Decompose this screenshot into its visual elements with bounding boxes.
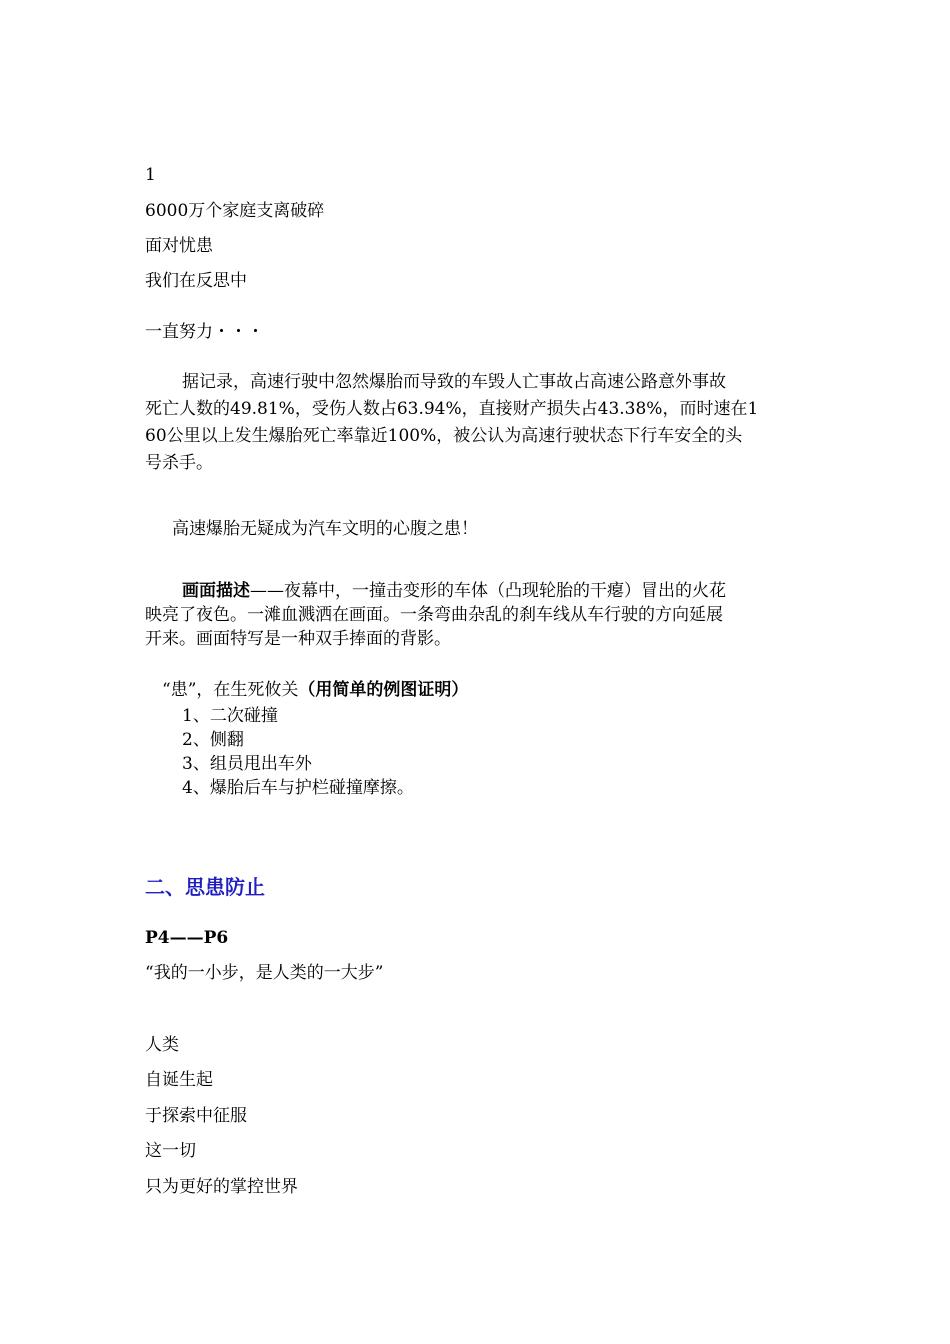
stats-line: 60公里以上发生爆胎死亡率靠近100%，被公认为高速行驶状态下行车安全的头	[145, 426, 743, 446]
scene-description	[145, 579, 807, 651]
scene-label: 画面描述	[182, 581, 250, 601]
closing-line: 人类	[145, 1035, 179, 1055]
stats-line: 据记录，高速行驶中忽然爆胎而导致的车毁人亡事故占高速公路意外事故	[182, 372, 726, 392]
risk-item: 4、爆胎后车与护栏碰撞摩擦。	[182, 778, 414, 798]
intro-line: 我们在反思中	[145, 271, 247, 291]
page-number: 1	[145, 165, 156, 185]
intro-line: 6000万个家庭支离破碎	[145, 201, 325, 221]
risk-title: “患”，在生死攸关（用简单的例图证明）	[162, 680, 469, 700]
closing-line: 于探索中征服	[145, 1106, 247, 1126]
page-reference: P4——P6	[145, 928, 229, 948]
intro-line: 面对忧患	[145, 236, 213, 256]
risk-item: 3、组员甩出车外	[182, 754, 312, 774]
stats-line: 号杀手。	[145, 453, 213, 473]
closing-line: 自诞生起	[145, 1070, 213, 1090]
closing-line: 这一切	[145, 1141, 196, 1161]
quote-line: “我的一小步，是人类的一大步”	[145, 963, 384, 983]
risk-item: 1、二次碰撞	[182, 706, 278, 726]
stats-paragraph	[145, 369, 807, 477]
scene-line: 映亮了夜色。一滩血溅洒在画面。一条弯曲杂乱的刹车线从车行驶的方向延展	[145, 605, 723, 625]
closing-line: 只为更好的掌控世界	[145, 1177, 298, 1197]
conclusion-line: 高速爆胎无疑成为汽车文明的心腹之患！	[172, 519, 478, 539]
risk-item: 2、侧翻	[182, 730, 244, 750]
intro-line: 一直努力・・・	[145, 322, 264, 342]
section-heading: 二、思患防止	[145, 875, 265, 899]
scene-line: 画面描述——夜幕中，一撞击变形的车体（凸现轮胎的干瘪）冒出的火花	[182, 581, 726, 601]
stats-line: 死亡人数的49.81%，受伤人数占63.94%，直接财产损失占43.38%，而时速在1	[145, 399, 759, 419]
scene-line: 开来。画面特写是一种双手捧面的背影。	[145, 629, 451, 649]
